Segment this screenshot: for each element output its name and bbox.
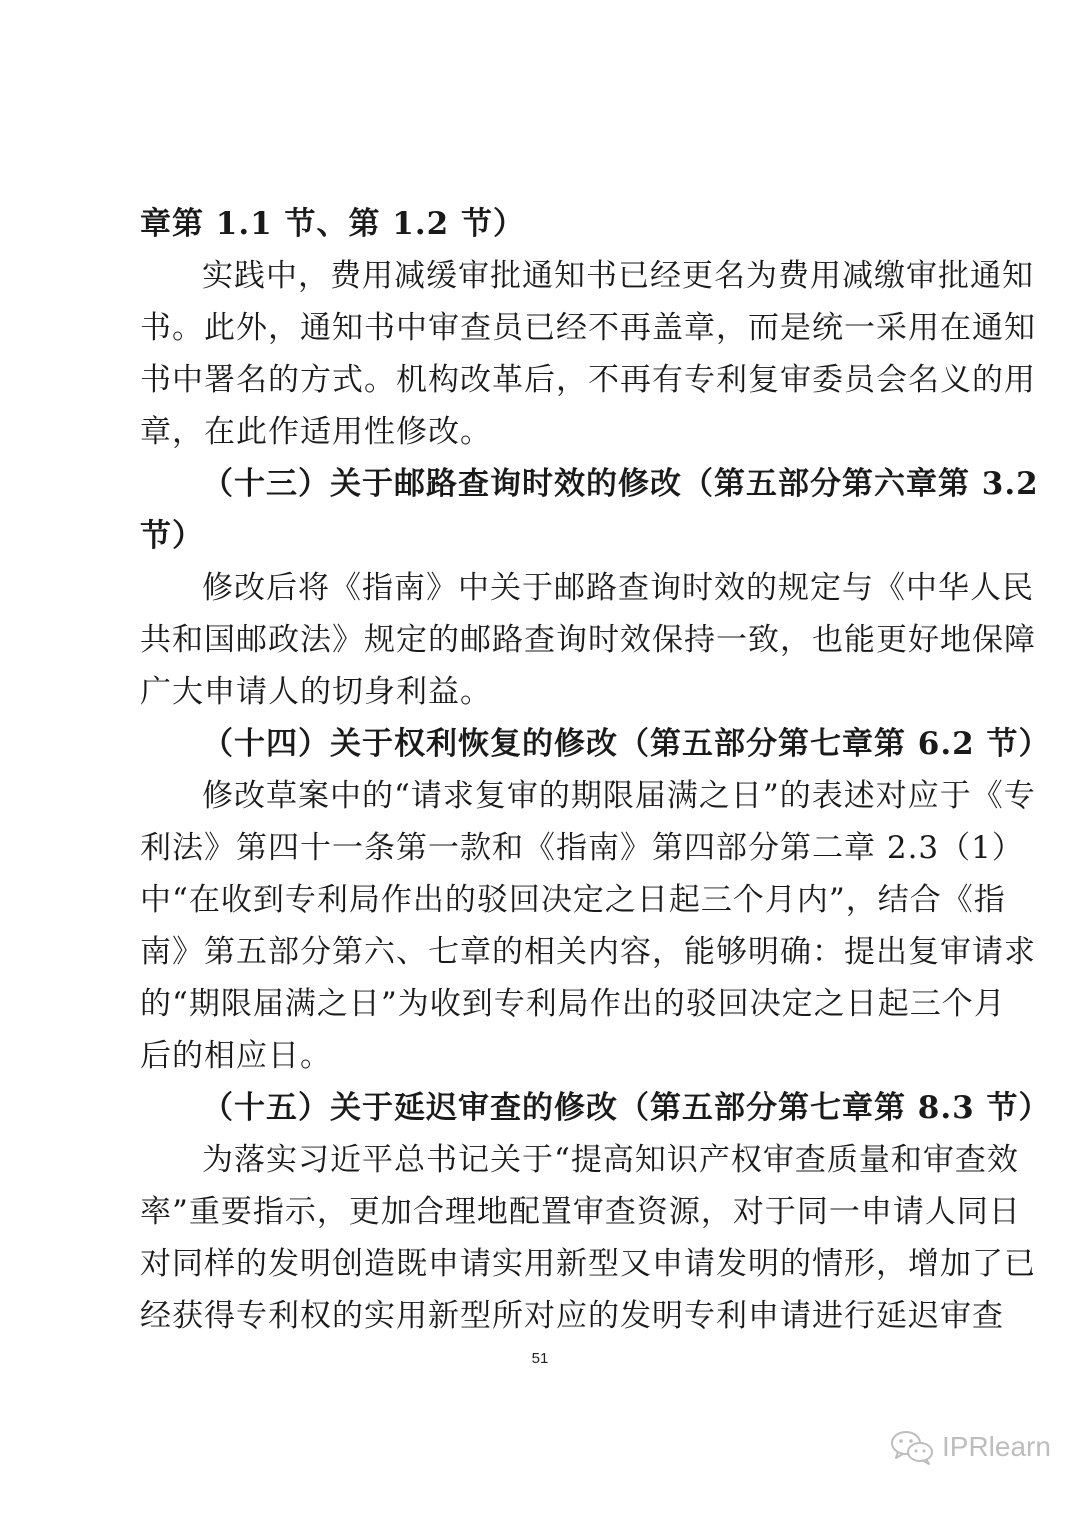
- paragraph-line: 修改后将《指南》中关于邮路查询时效的规定与《中华人民: [202, 570, 1034, 606]
- paragraph-line: 章，在此作适用性修改。: [140, 414, 492, 450]
- section-heading: （十五）关于延迟审查的修改（第五部分第七章第 8.3 节）: [202, 1090, 1051, 1126]
- paragraph-line: 的“期限届满之日”为收到专利局作出的驳回决定之日起三个月: [140, 986, 1006, 1022]
- watermark-text: IPRlearn: [942, 1431, 1051, 1462]
- paragraph-line: 共和国邮政法》规定的邮路查询时效保持一致，也能更好地保障: [140, 622, 1036, 658]
- paragraph-line: 南》第五部分第六、七章的相关内容，能够明确：提出复审请求: [140, 934, 1036, 970]
- paragraph-line: 后的相应日。: [140, 1038, 332, 1074]
- paragraph-line: 为落实习近平总书记关于“提高知识产权审查质量和审查效: [202, 1142, 1019, 1178]
- heading-continuation: 章第 1.1 节、第 1.2 节）: [140, 206, 526, 242]
- document-body: [140, 198, 1051, 1342]
- paragraph-line: 书中署名的方式。机构改革后，不再有专利复审委员会名义的用: [140, 362, 1036, 398]
- paragraph-line: 率”重要指示，更加合理地配置审查资源，对于同一申请人同日: [140, 1194, 1021, 1230]
- paragraph-line: 修改草案中的“请求复审的期限届满之日”的表述对应于《专: [202, 778, 1036, 814]
- paragraph-line: 利法》第四十一条第一款和《指南》第四部分第二章 2.3（1）: [140, 830, 1024, 866]
- section-heading: （十三）关于邮路查询时效的修改（第五部分第六章第 3.2: [202, 466, 1039, 502]
- watermark: [890, 1422, 1060, 1472]
- section-heading: 节）: [140, 518, 204, 554]
- page-number: 51: [531, 1350, 549, 1367]
- paragraph-line: 书。此外，通知书中审查员已经不再盖章，而是统一采用在通知: [140, 310, 1036, 346]
- paragraph-line: 实践中，费用减缓审批通知书已经更名为费用减缴审批通知: [202, 258, 1034, 294]
- section-heading: （十四）关于权利恢复的修改（第五部分第七章第 6.2 节）: [202, 726, 1051, 762]
- paragraph-line: 中“在收到专利局作出的驳回决定之日起三个月内”，结合《指: [140, 882, 1006, 918]
- wechat-icon: [890, 1428, 934, 1466]
- paragraph-line: 经获得专利权的实用新型所对应的发明专利申请进行延迟审查: [140, 1298, 1004, 1334]
- paragraph-line: 对同样的发明创造既申请实用新型又申请发明的情形，增加了已: [140, 1246, 1036, 1282]
- paragraph-line: 广大申请人的切身利益。: [140, 674, 492, 710]
